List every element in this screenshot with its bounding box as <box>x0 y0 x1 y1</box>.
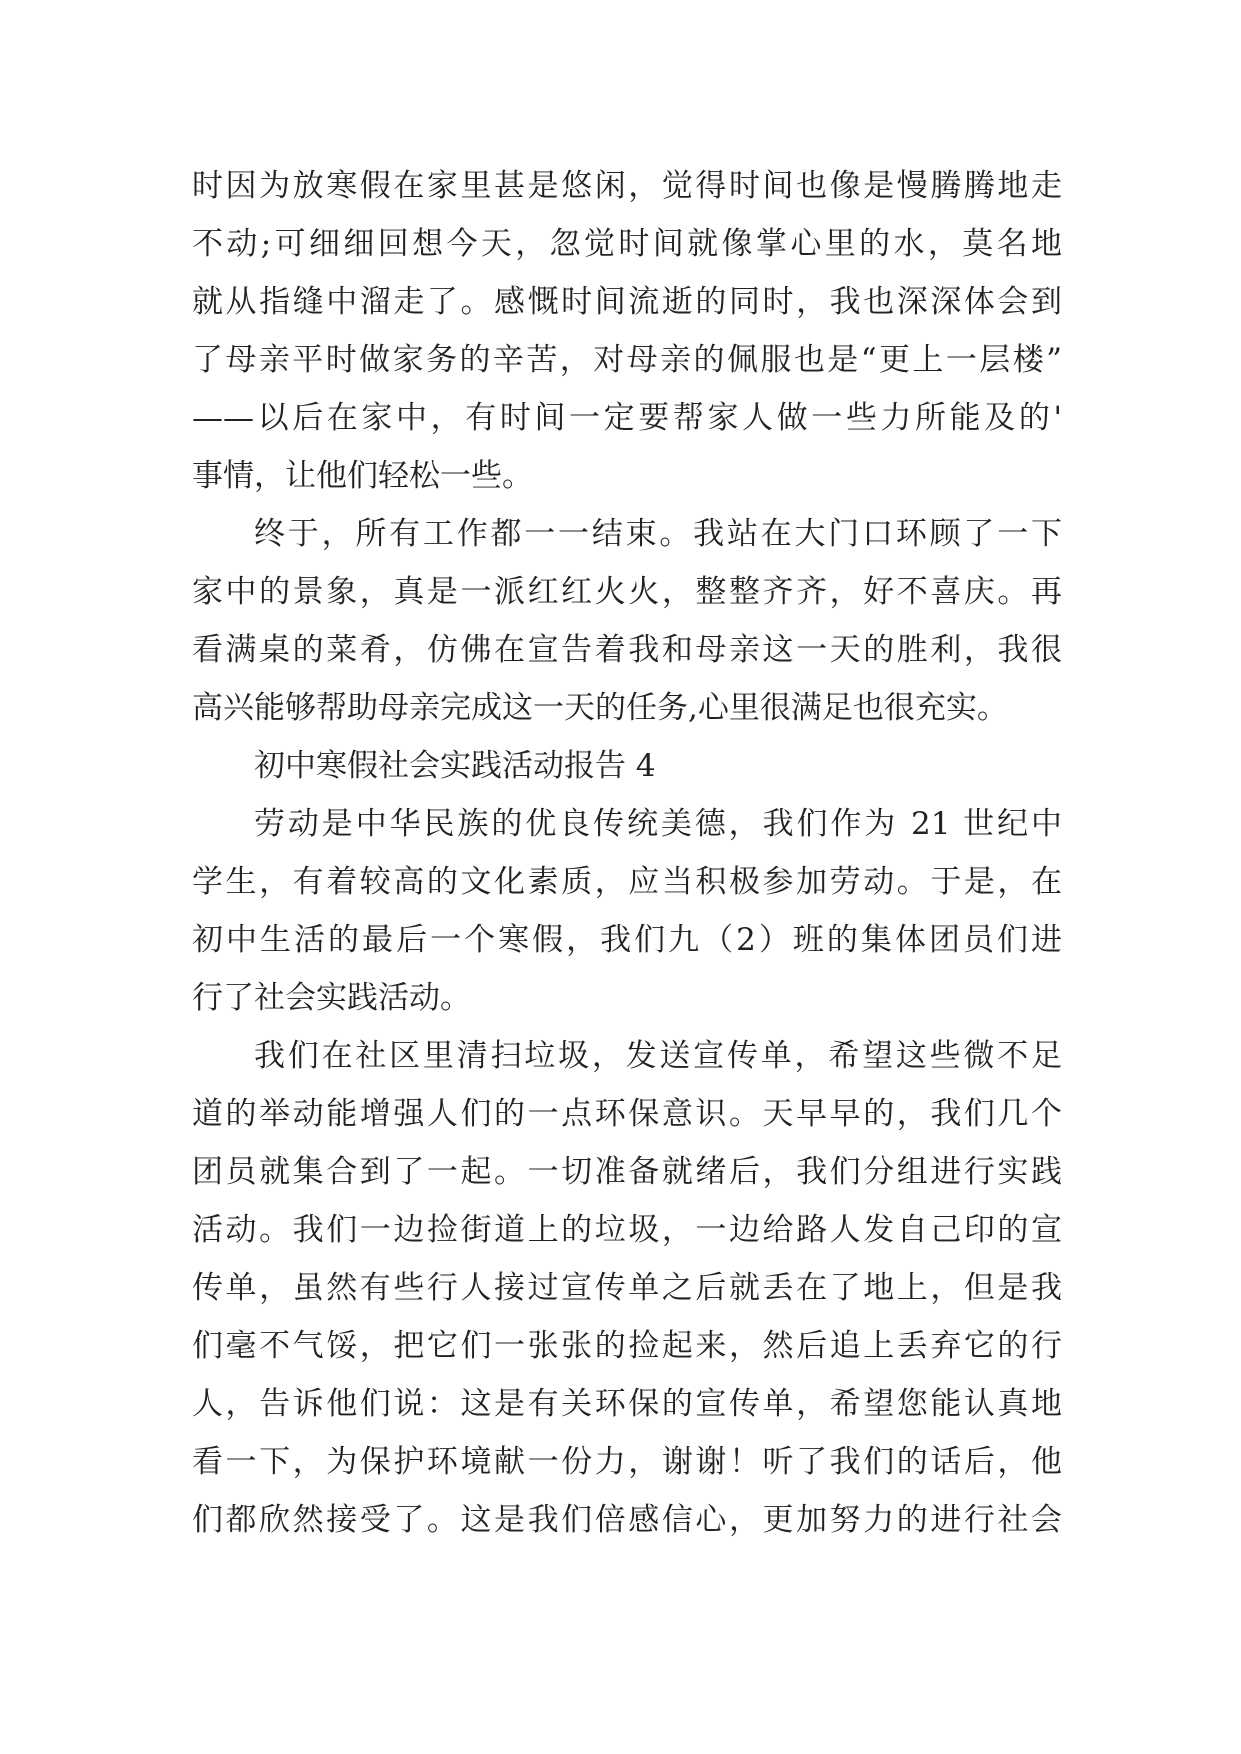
body-line: 我们在社区里清扫垃圾，发送宣传单，希望这些微不足 <box>254 1038 1062 1074</box>
body-line: 高兴能够帮助母亲完成这一天的任务,心里很满足也很充实。 <box>192 690 1008 726</box>
document-body <box>192 157 1062 1549</box>
body-line: 看满桌的菜肴，仿佛在宣告着我和母亲这一天的胜利，我很 <box>192 632 1062 668</box>
body-line: 行了社会实践活动。 <box>192 980 471 1016</box>
body-line: 时因为放寒假在家里甚是悠闲，觉得时间也像是慢腾腾地走 <box>192 168 1062 204</box>
body-line: 家中的景象，真是一派红红火火，整整齐齐，好不喜庆。再 <box>192 574 1062 610</box>
body-line: 看一下，为保护环境献一份力，谢谢！听了我们的话后，他 <box>192 1444 1062 1480</box>
body-line: 活动。我们一边捡街道上的垃圾，一边给路人发自己印的宣 <box>192 1212 1062 1248</box>
body-line: ——以后在家中，有时间一定要帮家人做一些力所能及的' <box>192 400 1062 436</box>
body-line: 事情，让他们轻松一些。 <box>192 458 533 494</box>
body-line: 传单，虽然有些行人接过宣传单之后就丢在了地上，但是我 <box>192 1270 1062 1306</box>
body-line: 劳动是中华民族的优良传统美德，我们作为 21 世纪中 <box>254 806 1062 842</box>
section-heading: 初中寒假社会实践活动报告 4 <box>254 748 656 784</box>
body-line: 们都欣然接受了。这是我们倍感信心，更加努力的进行社会 <box>192 1502 1062 1538</box>
body-line: 们毫不气馁，把它们一张张的捡起来，然后追上丢弃它的行 <box>192 1328 1062 1364</box>
body-line: 了母亲平时做家务的辛苦，对母亲的佩服也是“更上一层楼” <box>192 342 1062 378</box>
body-line: 就从指缝中溜走了。感慨时间流逝的同时，我也深深体会到 <box>192 284 1062 320</box>
body-line: 初中生活的最后一个寒假，我们九（2）班的集体团员们进 <box>192 922 1062 958</box>
body-line: 人，告诉他们说：这是有关环保的宣传单，希望您能认真地 <box>192 1386 1062 1422</box>
body-line: 终于，所有工作都一一结束。我站在大门口环顾了一下 <box>254 516 1062 552</box>
body-line: 道的举动能增强人们的一点环保意识。天早早的，我们几个 <box>192 1096 1062 1132</box>
body-line: 学生，有着较高的文化素质，应当积极参加劳动。于是，在 <box>192 864 1062 900</box>
body-line: 不动;可细细回想今天，忽觉时间就像掌心里的水，莫名地 <box>192 226 1062 262</box>
body-line: 团员就集合到了一起。一切准备就绪后，我们分组进行实践 <box>192 1154 1062 1190</box>
